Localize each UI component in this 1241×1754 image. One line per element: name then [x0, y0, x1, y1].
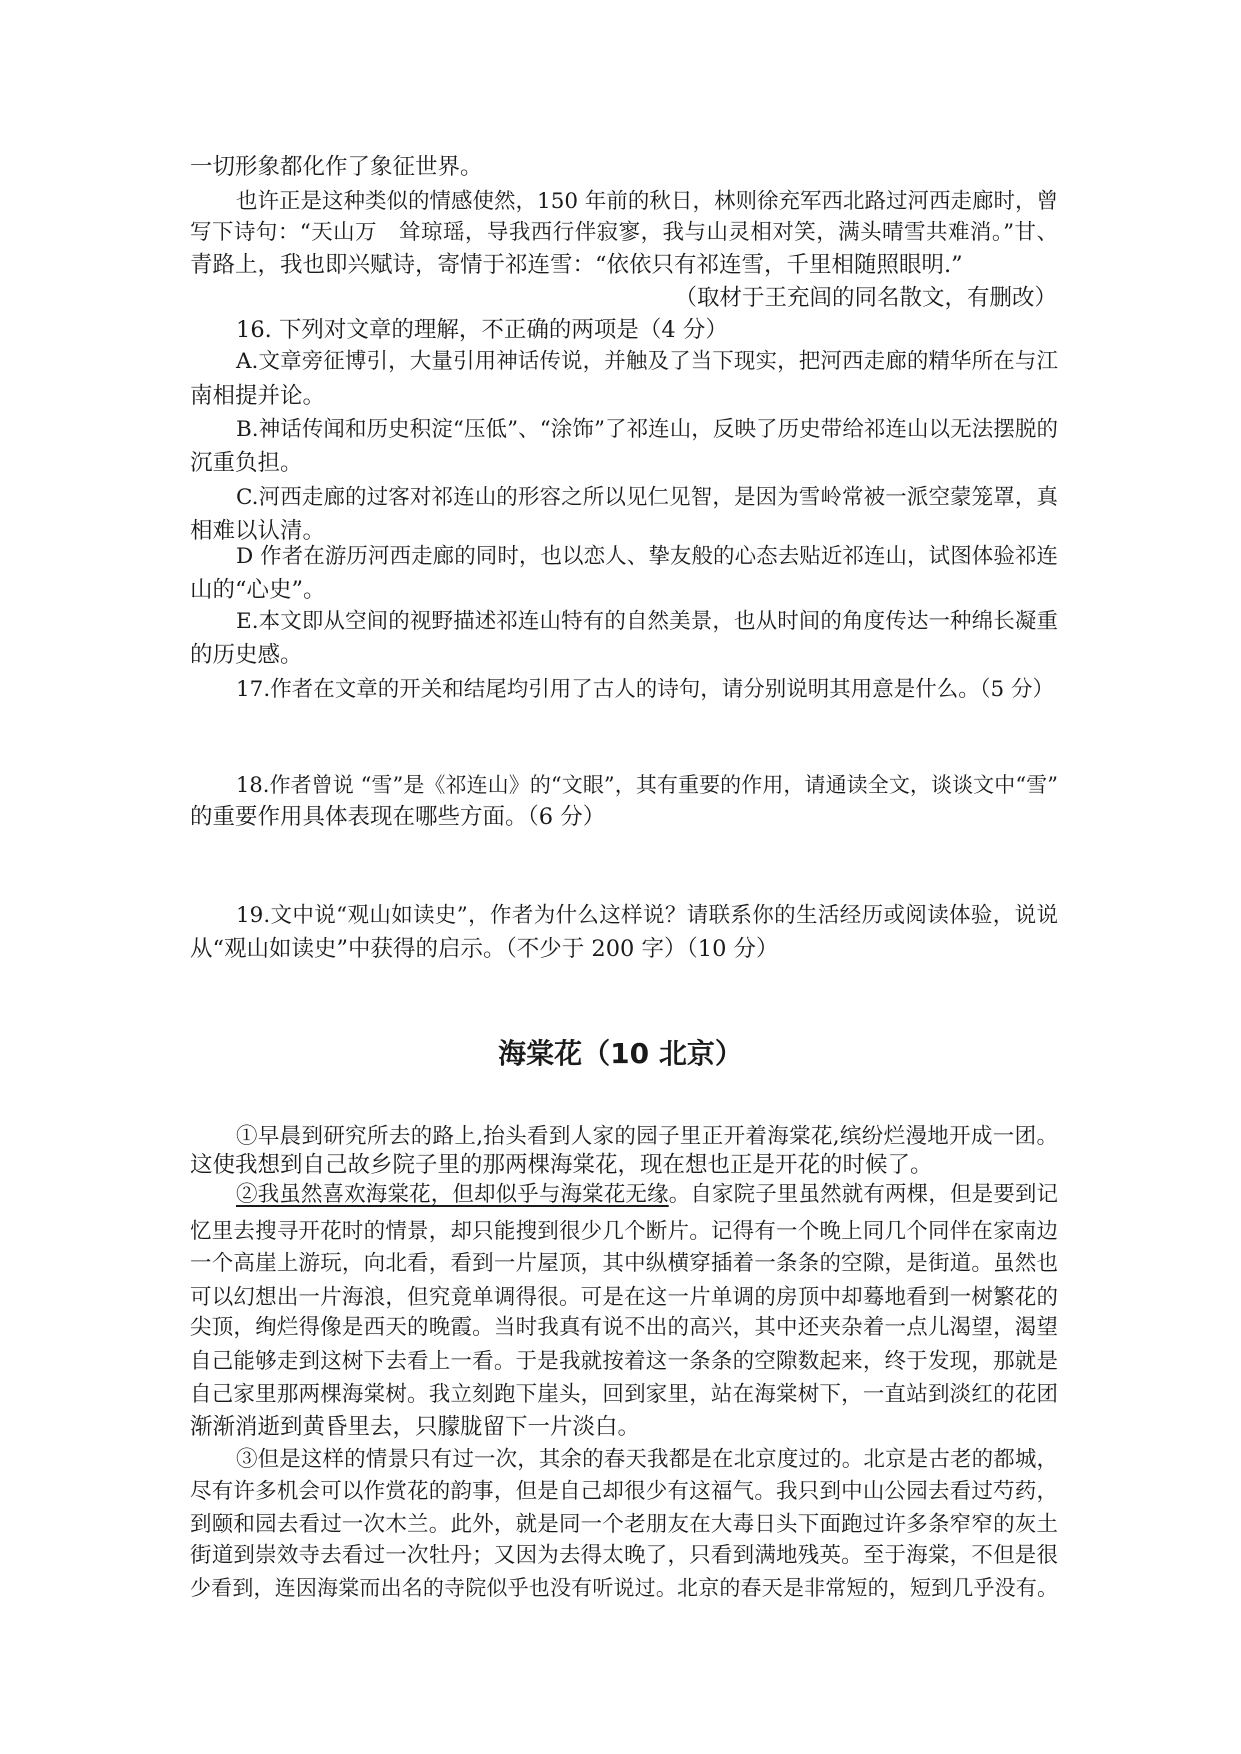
option-a: A.文章旁征博引，大量引用神话传说，并触及了当下现实，把河西走廊的精华所在与江	[236, 349, 1058, 374]
paragraph-1: ①早晨到研究所去的路上,抬头看到人家的园子里正开着海棠花,缤纷烂漫地开成一团。	[236, 1124, 1058, 1149]
option-c: C.河西走廊的过客对祁连山的形容之所以见仁见智，是因为雪岭常被一派空蒙笼罩，真	[236, 485, 1058, 510]
option-e-cont: 的历史感。	[190, 642, 303, 668]
question-19: 19.文中说“观山如读史”，作者为什么这样说？请联系你的生活经历或阅读体验，说说	[236, 903, 1058, 928]
paragraph-3-line: 少看到，连因海棠而出名的寺院似乎也没有听说过。北京的春天是非常短的，短到几乎没有。	[190, 1576, 1058, 1600]
option-e: E.本文即从空间的视野描述祁连山特有的自然美景，也从时间的角度传达一种绵长凝重	[236, 609, 1058, 634]
underlined-sentence: ②我虽然喜欢海棠花，但却似乎与海棠花无缘	[236, 1182, 669, 1207]
paragraph-3: ③但是这样的情景只有过一次，其余的春天我都是在北京度过的。北京是古老的都城，	[236, 1447, 1058, 1472]
passage-line: 也许正是这种类似的情感使然，150 年前的秋日，林则徐充军西北路过河西走廊时，曾	[236, 189, 1058, 214]
paragraph-2-line: 自己能够走到这树下去看上一看。于是我就按着这一条条的空隙数起来，终于发现，那就是	[190, 1349, 1058, 1374]
paragraph-2-line: 自己家里那两棵海棠树。我立刻跑下崖头，回到家里，站在海棠树下，一直站到淡红的花团	[190, 1382, 1058, 1407]
paragraph-2-text: 。自家院子里虽然就有两棵，但是要到记	[668, 1182, 1058, 1207]
paragraph-3-line: 到颐和园去看过一次木兰。此外，就是同一个老朋友在大毒日头下面跑过许多条窄窄的灰土	[190, 1512, 1058, 1537]
paragraph-3-line: 街道到崇效寺去看过一次牡丹；又因为去得太晚了，只看到满地残英。至于海棠，不但是很	[190, 1543, 1058, 1568]
passage-line: 写下诗句：“天山万 耸琼瑶，导我西行伴寂寥，我与山灵相对笑，满头晴雪共难消。”甘、	[190, 220, 1058, 245]
paragraph-2-line: 一个高崖上游玩，向北看，看到一片屋顶，其中纵横穿插着一条条的空隙，是街道。虽然也	[190, 1251, 1058, 1276]
question-17: 17.作者在文章的开关和结尾均引用了古人的诗句，请分别说明其用意是什么。（5 分）	[236, 677, 1054, 702]
paragraph-3-line: 尽有许多机会可以作赏花的韵事，但是自己却很少有这福气。我只到中山公园去看过芍药，	[190, 1479, 1058, 1504]
paragraph-2	[190, 1179, 1058, 1211]
paragraph-1-cont: 这使我想到自己故乡院子里的那两棵海棠花，现在想也正是开花的时候了。	[190, 1152, 933, 1178]
option-a-cont: 南相提并论。	[190, 383, 326, 409]
question-18: 18.作者曾说 “雪”是《祁连山》的“文眼”，其有重要的作用，请通读全文，谈谈文中“雪”	[236, 773, 1058, 797]
passage-line: 一切形象都化作了象征世界。	[190, 154, 483, 180]
passage-title: 海棠花（10 北京）	[498, 1037, 743, 1070]
question-16-stem: 16. 下列对文章的理解，不正确的两项是（4 分）	[236, 317, 728, 343]
option-d: D 作者在游历河西走廊的同时，也以恋人、挚友般的心态去贴近祁连山，试图体验祁连	[236, 544, 1058, 569]
question-18-cont: 的重要作用具体表现在哪些方面。（6 分）	[190, 804, 606, 830]
passage-line: 青路上，我也即兴赋诗，寄情于祁连雪：“依依只有祁连雪，千里相随照眼明.”	[190, 252, 963, 278]
paragraph-2-line: 尖顶，绚烂得像是西天的晚霞。当时我真有说不出的高兴，其中还夹杂着一点儿渴望，渴望	[190, 1315, 1058, 1340]
question-19-cont: 从“观山如读史”中获得的启示。（不少于 200 字）（10 分）	[190, 936, 779, 962]
paragraph-2-line: 忆里去搜寻开花时的情景，却只能搜到很少几个断片。记得有一个晚上同几个同伴在家南边	[190, 1219, 1058, 1244]
paragraph-2-line: 可以幻想出一片海浪，但究竟单调得很。可是在这一片单调的房顶中却蓦地看到一树繁花的	[190, 1285, 1058, 1310]
option-b-cont: 沉重负担。	[190, 450, 303, 476]
option-b: B.神话传闻和历史积淀“压低”、“涂饰”了祁连山，反映了历史带给祁连山以无法摆脱的	[236, 417, 1058, 442]
option-c-cont: 相难以认清。	[190, 518, 326, 544]
option-d-cont: 山的“心史”。	[190, 577, 326, 603]
paragraph-2-line: 渐渐消逝到黄昏里去，只朦胧留下一片淡白。	[190, 1414, 641, 1440]
source-citation: （取材于王充闾的同名散文，有删改）	[674, 285, 1057, 311]
